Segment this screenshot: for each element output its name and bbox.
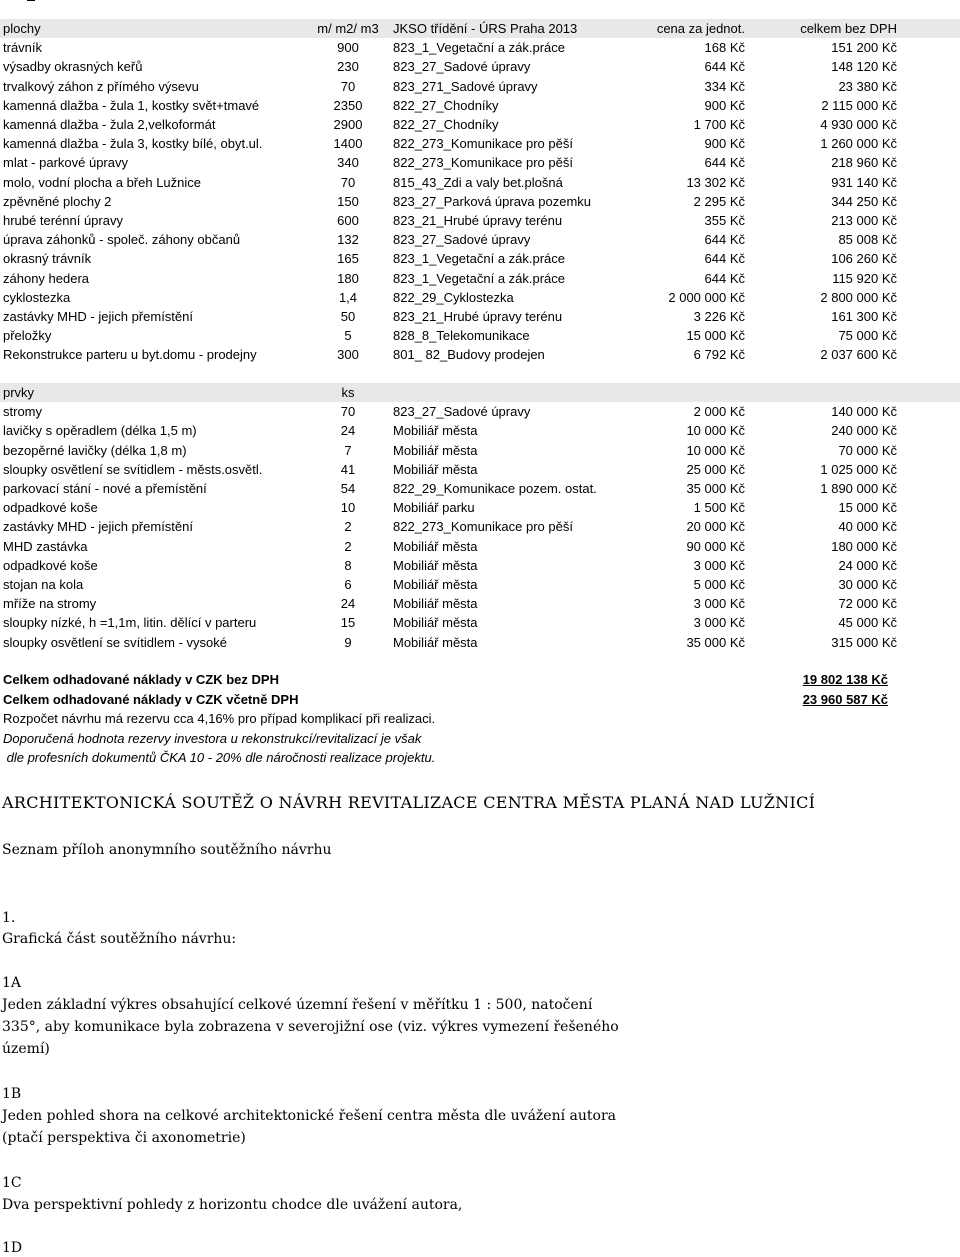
total-price-cell: 2 037 600 Kč (820, 347, 897, 363)
unit-price-cell: 3 226 Kč (693, 308, 745, 324)
table-row (0, 57, 960, 76)
total-price-cell: 106 260 Kč (831, 251, 897, 267)
row-spacer (897, 441, 960, 460)
unit-price-cell: 20 000 Kč (686, 519, 745, 535)
row-spacer (897, 556, 960, 575)
item-name-cell: bezopěrné lavičky (délka 1,8 m) (3, 442, 187, 458)
quantity-cell: 54 (340, 481, 356, 497)
competition-title: ARCHITEKTONICKÁ SOUTĚŽ O NÁVRH REVITALIZACE CENTRA MĚSTA PLANÁ NAD LUŽNICÍ (2, 793, 816, 812)
table-row (0, 479, 960, 498)
total-price-cell: 72 000 Kč (838, 596, 897, 612)
table-row (0, 288, 960, 307)
top-dash-mark (27, 0, 35, 1)
attachments-subtitle: Seznam příloh anonymního soutěžního návrhu (2, 842, 332, 858)
total-price-cell: 315 000 Kč (831, 634, 897, 650)
item-name-cell: hrubé terénní úpravy (3, 212, 123, 228)
item-name-cell: odpadkové koše (3, 500, 98, 516)
table-row (0, 153, 960, 172)
table-header-row (0, 19, 960, 38)
header-total-price (745, 383, 897, 402)
row-spacer (897, 211, 960, 230)
unit-price-cell: 1 500 Kč (693, 500, 745, 516)
total-price-cell: 148 120 Kč (831, 59, 897, 75)
quantity-cell: 8 (344, 557, 352, 573)
cost-summary (0, 670, 960, 768)
quantity-cell: 900 (337, 40, 359, 56)
total-no-vat-row (0, 670, 960, 690)
jkso-code-cell: Mobiliář města (393, 596, 478, 612)
table-row (0, 326, 960, 345)
header-jkso-code (387, 383, 623, 402)
total-price-cell: 115 920 Kč (832, 270, 897, 286)
jkso-code-cell: 822_273_Komunikace pro pěší (393, 155, 573, 171)
quantity-cell: 2 (344, 519, 352, 535)
reserve-note (0, 709, 960, 729)
quantity-cell: 50 (340, 308, 356, 324)
row-spacer (897, 517, 960, 536)
unit-price-cell: 10 000 Kč (686, 423, 745, 439)
jkso-code-cell: 828_8_Telekomunikace (393, 328, 530, 344)
jkso-code-cell: Mobiliář města (393, 615, 478, 631)
section-1-title: Grafická část soutěžního návrhu: (2, 931, 237, 947)
row-spacer (897, 307, 960, 326)
total-price-cell: 240 000 Kč (831, 423, 897, 439)
item-name-cell: trávník (3, 40, 43, 56)
jkso-code-cell: 823_1_Vegetační a zák.práce (393, 251, 566, 267)
jkso-code-cell: Mobiliář města (393, 634, 478, 650)
row-spacer (897, 460, 960, 479)
jkso-code-cell: 823_271_Sadové úpravy (393, 78, 538, 94)
unit-price-cell: 900 Kč (704, 97, 745, 113)
quantity-cell: 70 (340, 404, 356, 420)
jkso-code-cell: 801_ 82_Budovy prodejen (393, 347, 545, 363)
table-row (0, 613, 960, 632)
table-row (0, 575, 960, 594)
item-1c-number: 1C (2, 1175, 22, 1191)
item-name-cell: molo, vodní plocha a břeh Lužnice (3, 174, 202, 190)
jkso-code-cell: 822_273_Komunikace pro pěší (393, 136, 573, 152)
total-price-cell: 1 260 000 Kč (820, 136, 897, 152)
quantity-cell: 340 (337, 155, 359, 171)
jkso-code-cell: 822_27_Chodníky (393, 97, 499, 113)
row-spacer (897, 421, 960, 440)
row-spacer (897, 38, 960, 57)
jkso-code-cell: 822_27_Chodníky (393, 117, 499, 133)
total-price-cell: 344 250 Kč (831, 193, 897, 209)
quantity-cell: 230 (337, 59, 359, 75)
item-name-cell: Rekonstrukce parteru u byt.domu - prodejny (3, 347, 257, 363)
table-row (0, 249, 960, 268)
item-name-cell: zastávky MHD - jejich přemístění (3, 519, 193, 535)
unit-price-cell: 90 000 Kč (686, 538, 745, 554)
table-row (0, 307, 960, 326)
total-price-cell: 151 200 Kč (831, 40, 897, 56)
header-item-name: plochy (0, 19, 309, 38)
jkso-code-cell: 822_29_Cyklostezka (393, 289, 514, 305)
quantity-cell: 7 (344, 442, 352, 458)
jkso-code-cell: Mobiliář města (393, 442, 478, 458)
total-price-cell: 161 300 Kč (831, 308, 897, 324)
row-spacer (897, 153, 960, 172)
total-price-cell: 2 800 000 Kč (820, 289, 897, 305)
table-row (0, 517, 960, 536)
item-name-cell: MHD zastávka (3, 538, 88, 554)
unit-price-cell: 355 Kč (704, 212, 745, 228)
item-name-cell: mlat - parkové úpravy (3, 155, 128, 171)
table-row (0, 230, 960, 249)
item-name-cell: výsadby okrasných keřů (3, 59, 143, 75)
unit-price-cell: 13 302 Kč (686, 174, 745, 190)
unit-price-cell: 15 000 Kč (686, 328, 745, 344)
item-1b-number: 1B (2, 1086, 22, 1102)
unit-price-cell: 35 000 Kč (686, 634, 745, 650)
table-row (0, 96, 960, 115)
table-row (0, 268, 960, 287)
quantity-cell: 70 (340, 174, 356, 190)
item-1c-text-1: Dva perspektivní pohledy z horizontu chodce dle uvážení autora, (2, 1197, 463, 1213)
quantity-cell: 1400 (333, 136, 363, 152)
item-name-cell: sloupky osvětlení se svítidlem - městs.osvětl. (3, 461, 263, 477)
row-spacer (897, 594, 960, 613)
table-row (0, 402, 960, 421)
total-no-vat-label: Celkem odhadované náklady v CZK bez DPH (3, 672, 279, 687)
total-price-cell: 4 930 000 Kč (820, 117, 897, 133)
item-name-cell: lavičky s opěradlem (délka 1,5 m) (3, 423, 197, 439)
unit-price-cell: 3 000 Kč (693, 557, 745, 573)
quantity-cell: 132 (337, 232, 359, 248)
table-row (0, 345, 960, 364)
item-name-cell: zpěvněné plochy 2 (3, 193, 112, 209)
row-spacer (897, 575, 960, 594)
unit-price-cell: 644 Kč (704, 251, 745, 267)
jkso-code-cell: Mobiliář města (393, 461, 478, 477)
row-spacer (897, 479, 960, 498)
item-1a-text-1: Jeden základní výkres obsahující celkové územní řešení v měřítku 1 : 500, natočení (2, 997, 593, 1013)
item-name-cell: přeložky (3, 328, 52, 344)
quantity-cell: 2900 (333, 117, 363, 133)
item-name-cell: odpadkové koše (3, 557, 98, 573)
section-1-number: 1. (2, 910, 16, 926)
total-price-cell: 1 025 000 Kč (820, 461, 897, 477)
unit-price-cell: 168 Kč (704, 40, 745, 56)
header-quantity: m/ m2/ m3 (309, 19, 387, 38)
quantity-cell: 150 (337, 193, 359, 209)
item-1d-number: 1D (2, 1240, 23, 1256)
total-price-cell: 213 000 Kč (831, 212, 897, 228)
header-item-name: prvky (0, 383, 309, 402)
item-name-cell: kamenná dlažba - žula 2,velkoformát (3, 117, 216, 133)
unit-price-cell: 2 000 000 Kč (668, 289, 745, 305)
unit-price-cell: 35 000 Kč (686, 481, 745, 497)
total-price-cell: 1 890 000 Kč (820, 481, 897, 497)
table-row (0, 134, 960, 153)
table-row (0, 421, 960, 440)
table-row (0, 632, 960, 651)
row-spacer (897, 288, 960, 307)
quantity-cell: 1,4 (338, 289, 358, 305)
quantity-cell: 5 (344, 328, 352, 344)
total-price-cell: 45 000 Kč (838, 615, 897, 631)
jkso-code-cell: 823_27_Parková úprava pozemku (393, 193, 592, 209)
jkso-code-cell: Mobiliář města (393, 538, 478, 554)
row-spacer (897, 345, 960, 364)
quantity-cell: 300 (337, 347, 359, 363)
item-name-cell: kamenná dlažba - žula 1, kostky svět+tmavé (3, 97, 260, 113)
item-name-cell: úprava záhonků - společ. záhony občanů (3, 232, 241, 248)
jkso-code-cell: Mobiliář města (393, 557, 478, 573)
row-spacer (897, 498, 960, 517)
item-name-cell: stojan na kola (3, 576, 84, 592)
total-price-cell: 180 000 Kč (831, 538, 897, 554)
unit-price-cell: 3 000 Kč (693, 615, 745, 631)
jkso-code-cell: Mobiliář parku (393, 500, 475, 516)
table-row (0, 460, 960, 479)
row-spacer (897, 57, 960, 76)
jkso-code-cell: 823_27_Sadové úpravy (393, 232, 531, 248)
total-price-cell: 75 000 Kč (838, 328, 897, 344)
jkso-code-cell: 823_21_Hrubé úpravy terénu (393, 212, 563, 228)
table-row (0, 556, 960, 575)
table-row (0, 537, 960, 556)
table-row (0, 115, 960, 134)
unit-price-cell: 5 000 Kč (693, 576, 745, 592)
quantity-cell: 6 (344, 576, 352, 592)
total-price-cell: 2 115 000 Kč (821, 97, 897, 113)
jkso-code-cell: 822_29_Komunikace pozem. ostat. (393, 481, 597, 497)
recommendation-text-2: dle profesních dokumentů ČKA 10 - 20% dle náročnosti realizace projektu. (3, 750, 436, 765)
cost-table-elements (0, 383, 960, 652)
row-spacer (897, 402, 960, 421)
unit-price-cell: 644 Kč (704, 270, 745, 286)
total-no-vat-value: 19 802 138 Kč (802, 672, 888, 687)
item-1b-text-1: Jeden pohled shora na celkové architektonické řešení centra města dle uvážení autora (2, 1108, 616, 1124)
item-1a-text-2: 335°, aby komunikace byla zobrazena v severojižní ose (viz. výkres vymezení řešeného (2, 1019, 619, 1035)
total-vat-label: Celkem odhadované náklady v CZK včetně DPH (3, 691, 299, 707)
table-row (0, 441, 960, 460)
unit-price-cell: 900 Kč (704, 136, 745, 152)
reserve-note-text: Rozpočet návrhu má rezervu cca 4,16% pro případ komplikací při realizaci. (3, 711, 436, 726)
table-header-row (0, 383, 960, 402)
header-spacer (897, 19, 960, 38)
row-spacer (897, 77, 960, 96)
item-name-cell: stromy (3, 404, 42, 420)
unit-price-cell: 334 Kč (704, 78, 745, 94)
table-row (0, 77, 960, 96)
jkso-code-cell: 823_21_Hrubé úpravy terénu (393, 308, 563, 324)
unit-price-cell: 644 Kč (704, 155, 745, 171)
table-row (0, 38, 960, 57)
total-price-cell: 218 960 Kč (831, 155, 897, 171)
table-row (0, 594, 960, 613)
total-price-cell: 15 000 Kč (838, 500, 897, 516)
row-spacer (897, 134, 960, 153)
unit-price-cell: 644 Kč (704, 232, 745, 248)
item-name-cell: sloupky osvětlení se svítidlem - vysoké (3, 634, 227, 650)
row-spacer (897, 537, 960, 556)
row-spacer (897, 230, 960, 249)
total-price-cell: 931 140 Kč (831, 174, 897, 190)
row-spacer (897, 96, 960, 115)
quantity-cell: 165 (337, 251, 359, 267)
total-price-cell: 85 008 Kč (838, 232, 897, 248)
jkso-code-cell: 823_27_Sadové úpravy (393, 404, 531, 420)
item-name-cell: mříže na stromy (3, 596, 97, 612)
total-price-cell: 24 000 Kč (838, 557, 897, 573)
jkso-code-cell: Mobiliář města (393, 423, 478, 439)
header-unit-price (623, 383, 745, 402)
total-price-cell: 23 380 Kč (838, 78, 897, 94)
item-name-cell: záhony hedera (3, 270, 90, 286)
total-price-cell: 40 000 Kč (838, 519, 897, 535)
unit-price-cell: 2 000 Kč (693, 404, 745, 420)
item-1b-text-2: (ptačí perspektiva či axonometrie) (2, 1130, 246, 1146)
table-row (0, 498, 960, 517)
table-row (0, 211, 960, 230)
quantity-cell: 2350 (333, 97, 363, 113)
quantity-cell: 10 (340, 500, 356, 516)
jkso-code-cell: 822_273_Komunikace pro pěší (393, 519, 573, 535)
recommendation-line-1 (0, 729, 960, 749)
header-total-price: celkem bez DPH (745, 19, 897, 38)
jkso-code-cell: 815_43_Zdi a valy bet.plošná (393, 174, 563, 190)
jkso-code-cell: 823_1_Vegetační a zák.práce (393, 270, 566, 286)
row-spacer (897, 249, 960, 268)
jkso-code-cell: Mobiliář města (393, 576, 478, 592)
item-1a-text-3: území) (2, 1041, 50, 1057)
recommendation-text-1: Doporučená hodnota rezervy investora u rekonstrukcí/revitalizací je však (3, 730, 422, 746)
total-vat-value: 23 960 587 Kč (802, 691, 888, 707)
unit-price-cell: 2 295 Kč (693, 193, 745, 209)
header-jkso-code: JKSO třídění - ÚRS Praha 2013 (387, 19, 623, 38)
header-quantity: ks (309, 383, 387, 402)
unit-price-cell: 3 000 Kč (693, 596, 745, 612)
table-row (0, 192, 960, 211)
item-name-cell: cyklostezka (3, 289, 71, 305)
quantity-cell: 41 (340, 461, 356, 477)
row-spacer (897, 326, 960, 345)
total-price-cell: 140 000 Kč (831, 404, 897, 420)
unit-price-cell: 10 000 Kč (686, 442, 745, 458)
header-unit-price: cena za jednot. (623, 19, 745, 38)
item-name-cell: kamenná dlažba - žula 3, kostky bílé, obyt.ul. (3, 136, 263, 152)
row-spacer (897, 613, 960, 632)
row-spacer (897, 115, 960, 134)
row-spacer (897, 173, 960, 192)
quantity-cell: 9 (344, 634, 352, 650)
table-row (0, 173, 960, 192)
quantity-cell: 2 (344, 538, 352, 554)
item-name-cell: parkovací stání - nové a přemístění (3, 481, 207, 497)
unit-price-cell: 6 792 Kč (693, 347, 745, 363)
unit-price-cell: 1 700 Kč (693, 117, 745, 133)
cost-table-areas (0, 19, 960, 364)
unit-price-cell: 644 Kč (704, 59, 745, 75)
total-vat-row (0, 690, 960, 710)
jkso-code-cell: 823_1_Vegetační a zák.práce (393, 40, 566, 56)
item-name-cell: sloupky nízké, h =1,1m, litin. dělící v parteru (3, 615, 257, 631)
item-name-cell: zastávky MHD - jejich přemístění (3, 308, 193, 324)
unit-price-cell: 25 000 Kč (686, 461, 745, 477)
recommendation-line-2 (0, 748, 960, 768)
quantity-cell: 70 (340, 78, 356, 94)
header-spacer (897, 383, 960, 402)
jkso-code-cell: 823_27_Sadové úpravy (393, 59, 531, 75)
quantity-cell: 15 (340, 615, 356, 631)
quantity-cell: 180 (337, 270, 359, 286)
item-name-cell: okrasný trávník (3, 251, 92, 267)
quantity-cell: 600 (337, 212, 359, 228)
quantity-cell: 24 (340, 596, 356, 612)
total-price-cell: 70 000 Kč (838, 442, 897, 458)
row-spacer (897, 192, 960, 211)
row-spacer (897, 268, 960, 287)
item-1a-number: 1A (2, 975, 22, 991)
row-spacer (897, 632, 960, 651)
quantity-cell: 24 (340, 423, 356, 439)
total-price-cell: 30 000 Kč (838, 576, 897, 592)
item-name-cell: trvalkový záhon z přímého výsevu (3, 78, 199, 94)
